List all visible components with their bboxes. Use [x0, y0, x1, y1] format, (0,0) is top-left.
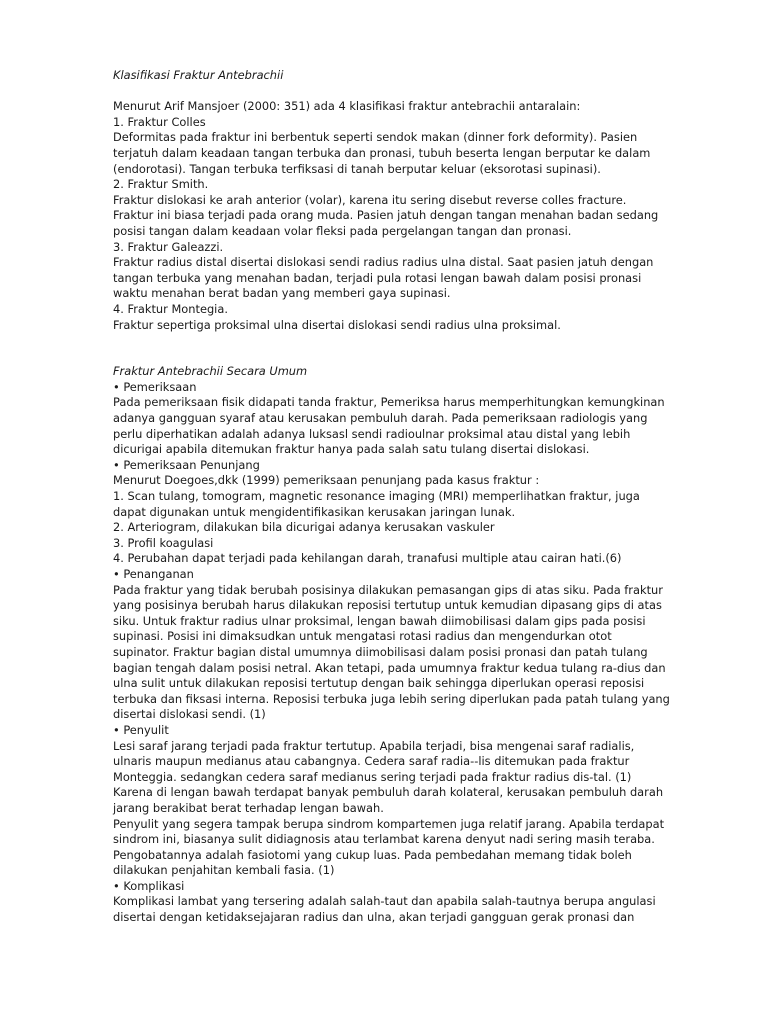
text-line: Penyulit yang segera tampak berupa sindrom kompartemen juga relatif jarang. Apabila terdapat: [113, 816, 665, 831]
text-line: Pada pemeriksaan fisik didapati tanda fraktur, Pemeriksa harus memperhitungkan kemungkinan: [113, 395, 665, 410]
text-line: Karena di lengan bawah terdapat banyak pembuluh darah kolateral, kerusakan pembuluh darah: [113, 785, 664, 800]
text-line: 4. Perubahan dapat terjadi pada kehilangan darah, tranafusi multiple atau cairan hati.(6): [113, 551, 622, 566]
text-line: Fraktur radius distal disertai dislokasi sendi radius radius ulna distal. Saat pasien jatuh dengan: [113, 255, 654, 270]
document-body: [113, 68, 670, 926]
text-line: Pengobatannya adalah fasiotomi yang cukup luas. Pada pembedahan memang tidak boleh: [113, 847, 632, 862]
text-line: tangan terbuka yang menahan badan, terjadi pula rotasi lengan bawah dalam posisi pronasi: [113, 270, 642, 285]
text-line: jarang berakibat berat terhadap lengan bawah.: [113, 800, 384, 815]
bullet-heading: • Penanganan: [113, 567, 194, 581]
text-line: Lesi saraf jarang terjadi pada fraktur tertutup. Apabila terjadi, bisa mengenai saraf radialis,: [113, 738, 635, 753]
section-body-klasifikasi: [113, 99, 661, 333]
text-line: posisi tangan dalam keadaan volar fleksi pada pergelangan tangan dan pronasi.: [113, 223, 572, 238]
text-line: adanya gangguan syaraf atau kerusakan pembuluh darah. Pada pemeriksaan radiologis yang: [113, 411, 648, 426]
text-line: perlu diperhatikan adalah adanya luksasl sendi radioulnar proksimal atau distal yang lebih: [113, 426, 631, 441]
section-title-klasifikasi: Klasifikasi Fraktur Antebrachii: [113, 68, 284, 82]
text-line: Komplikasi lambat yang tersering adalah salah-taut dan apabila salah-tautnya berupa angulasi: [113, 894, 656, 909]
text-line: Pada fraktur yang tidak berubah posisinya dilakukan pemasangan gips di atas siku. Pada fraktur: [113, 582, 663, 597]
text-line: 1. Fraktur Colles: [113, 114, 206, 129]
text-line: 1. Scan tulang, tomogram, magnetic resonance imaging (MRI) memperlihatkan fraktur, juga: [113, 489, 640, 504]
bullet-heading: • Penyulit: [113, 722, 169, 737]
text-line: supinasi. Posisi ini dimaksudkan untuk mengatasi rotasi radius dan mengendurkan otot: [113, 629, 612, 644]
text-line: sindrom ini, biasanya sulit didiagnosis atau terlambat karena denyut nadi sering masih teraba.: [113, 832, 655, 847]
section-title-umum: Fraktur Antebrachii Secara Umum: [113, 364, 308, 379]
text-line: Monteggia. sedangkan cedera saraf medianus sering terjadi pada fraktur radius dis-tal. (1): [113, 769, 632, 784]
bullet-heading: • Komplikasi: [113, 878, 185, 893]
text-line: 4. Fraktur Montegia.: [113, 301, 228, 316]
text-line: terjatuh dalam keadaan tangan terbuka dan pronasi, tubuh beserta lengan berputar ke dalam: [113, 145, 651, 160]
text-line: siku. Untuk fraktur radius ulnar proksimal, lengan bawah diimobilisasi dalam gips pada posisi: [113, 613, 646, 628]
text-line: supinator. Fraktur bagian distal umumnya diimobilisasi dalam posisi pronasi dan patah tulang: [113, 644, 648, 659]
text-line: dilakukan penjahitan kembali fasia. (1): [113, 863, 335, 878]
text-line: (endorotasi). Tangan terbuka terfiksasi di tanah berputar keluar (eksorotasi supinasi).: [113, 161, 601, 176]
text-line: Fraktur dislokasi ke arah anterior (volar), karena itu sering disebut reverse colles fracture.: [113, 192, 627, 207]
text-line: Fraktur sepertiga proksimal ulna disertai dislokasi sendi radius ulna proksimal.: [113, 317, 561, 332]
text-line: 2. Arteriogram, dilakukan bila dicurigai adanya kerusakan vaskuler: [113, 520, 495, 535]
text-line: Fraktur ini biasa terjadi pada orang muda. Pasien jatuh dengan tangan menahan badan sedang: [113, 208, 659, 223]
text-line: 3. Fraktur Galeazzi.: [113, 239, 224, 254]
bullet-heading: • Pemeriksaan: [113, 379, 197, 394]
text-line: 3. Profil koagulasi: [113, 535, 214, 550]
text-line: waktu menahan berat badan yang memberi gaya supinasi.: [113, 286, 451, 301]
spacer: [113, 84, 661, 100]
text-line: disertai dengan ketidaksejajaran radius dan ulna, akan terjadi gangguan gerak pronasi dan: [113, 910, 635, 925]
text-line: Deformitas pada fraktur ini berbentuk seperti sendok makan (dinner fork deformity). Pasien: [113, 130, 638, 145]
text-line: ulna sulit untuk dilakukan reposisi tertutup dengan baik sehingga diperlukan operasi reposisi: [113, 676, 645, 691]
text-line: ulnaris maupun medianus atau cabangnya. Cedera saraf radia--lis ditemukan pada fraktur: [113, 754, 630, 769]
text-line: 2. Fraktur Smith.: [113, 177, 209, 192]
spacer: [113, 333, 661, 364]
text-line: yang posisinya berubah harus dilakukan reposisi tertutup untuk kemudian dipasang gips di atas: [113, 598, 662, 613]
text-line: disertai dislokasi sendi. (1): [113, 707, 266, 722]
text-line: dapat digunakan untuk mengidentifikasikan kerusakan jaringan lunak.: [113, 504, 516, 519]
text-line: Menurut Doegoes,dkk (1999) pemeriksaan penunjang pada kasus fraktur :: [113, 473, 540, 488]
text-line: bagian tengah dalam posisi netral. Akan tetapi, pada umumnya fraktur kedua tulang ra-dius dan: [113, 660, 666, 675]
text-line: terbuka dan fiksasi interna. Reposisi terbuka juga lebih sering diperlukan pada patah tulang yang: [113, 691, 670, 706]
text-line: dicurigai apabila ditemukan fraktur hanya pada salah satu tulang disertai dislokasi.: [113, 442, 590, 457]
section-body-umum: [113, 379, 670, 926]
bullet-heading: • Pemeriksaan Penunjang: [113, 457, 260, 472]
text-line: Menurut Arif Mansjoer (2000: 351) ada 4 klasifikasi fraktur antebrachii antaralain:: [113, 99, 581, 114]
